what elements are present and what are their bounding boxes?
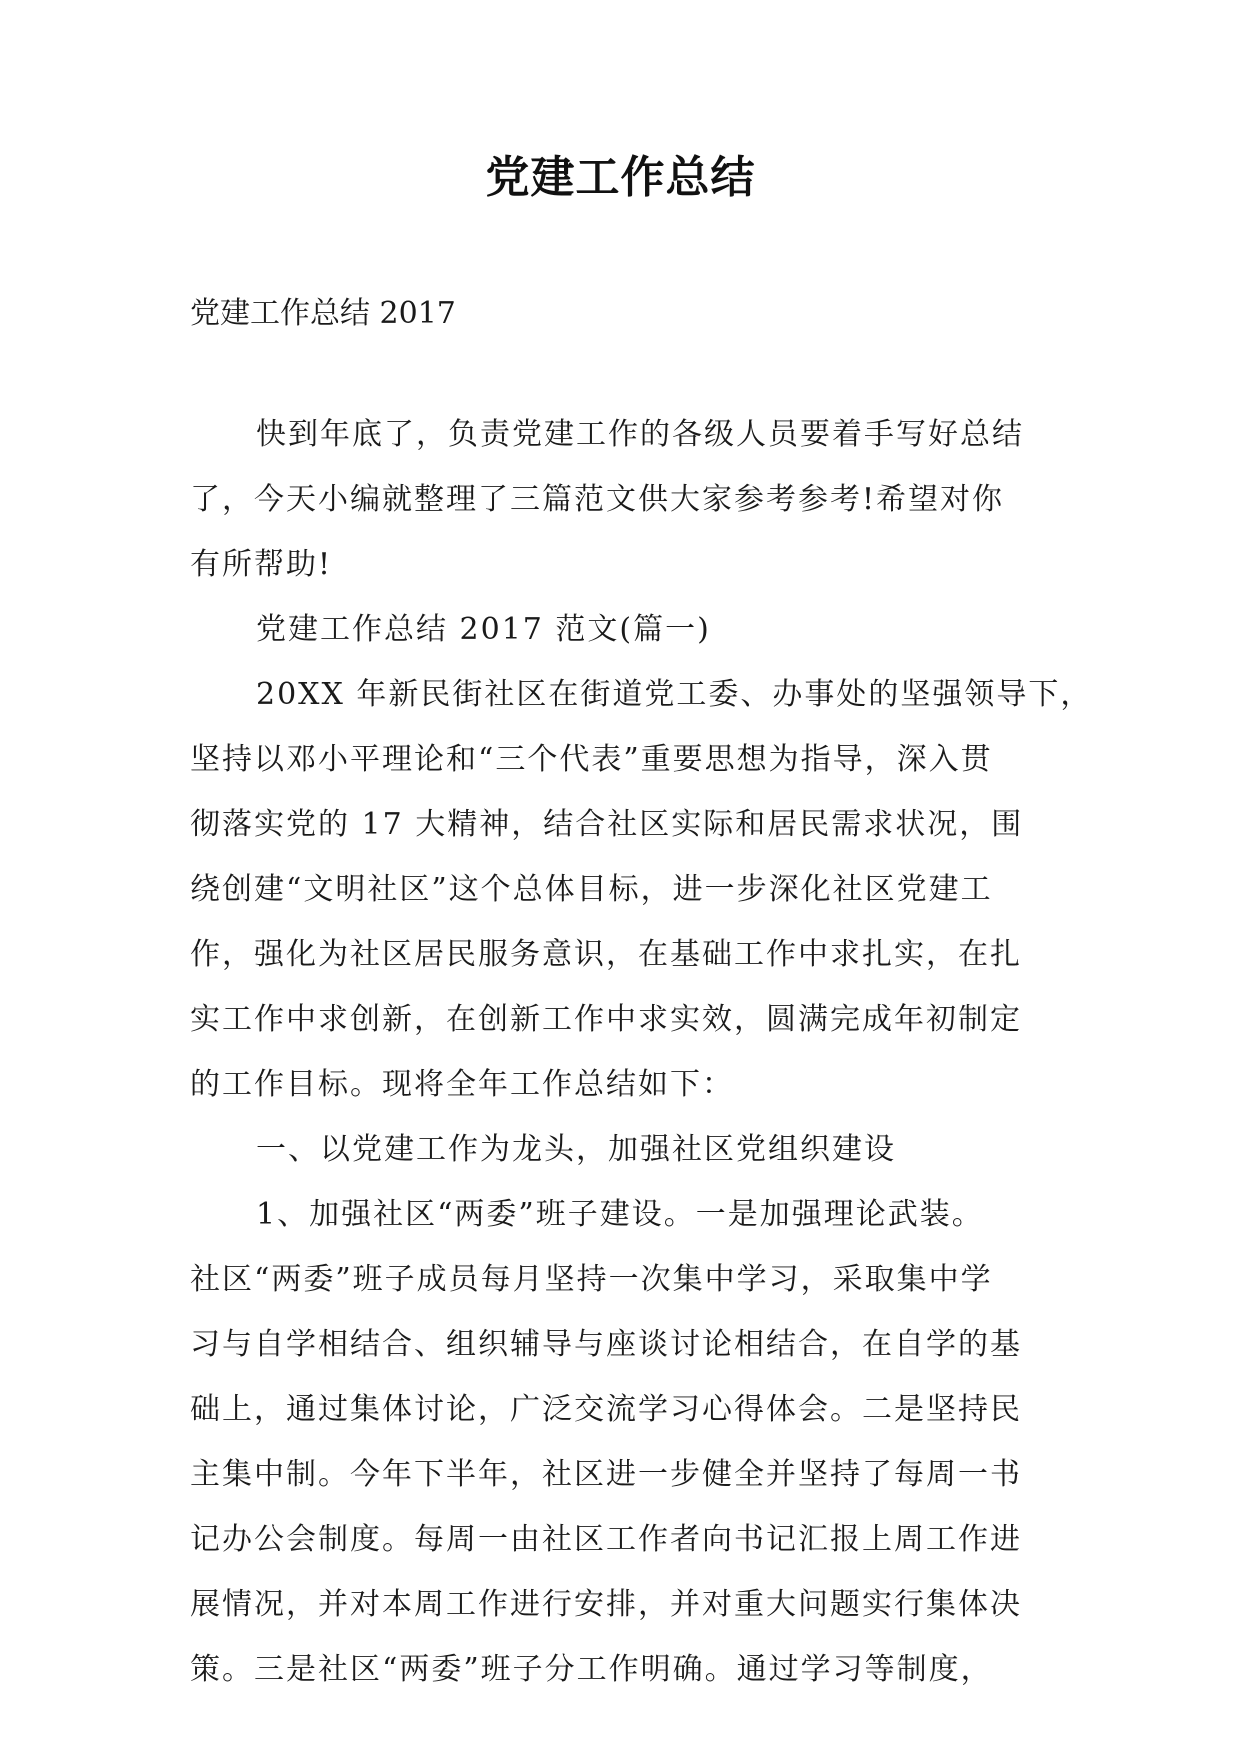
document-subtitle: 党建工作总结 2017	[190, 296, 456, 331]
text-line: 党建工作总结 2017 范文(篇一)	[256, 612, 711, 647]
text-line: 1、加强社区“两委”班子建设。一是加强理论武装。	[256, 1197, 984, 1232]
text-line: 一、以党建工作为龙头，加强社区党组织建设	[256, 1132, 896, 1167]
text-line: 习与自学相结合、组织辅导与座谈讨论相结合，在自学的基	[190, 1327, 1022, 1362]
text-line: 快到年底了，负责党建工作的各级人员要着手写好总结	[256, 417, 1024, 452]
document-title: 党建工作总结	[485, 152, 756, 203]
text-line: 社区“两委”班子成员每月坚持一次集中学习，采取集中学	[190, 1262, 993, 1297]
text-line: 作，强化为社区居民服务意识，在基础工作中求扎实，在扎	[190, 937, 1022, 972]
text-line: 坚持以邓小平理论和“三个代表”重要思想为指导，深入贯	[190, 742, 993, 777]
text-line: 20XX 年新民街社区在街道党工委、办事处的坚强领导下，	[256, 677, 1093, 712]
text-line: 实工作中求创新，在创新工作中求实效，圆满完成年初制定	[190, 1002, 1022, 1037]
document-body	[190, 402, 1093, 1702]
text-line: 主集中制。今年下半年，社区进一步健全并坚持了每周一书	[190, 1457, 1022, 1492]
text-line: 策。三是社区“两委”班子分工作明确。通过学习等制度，	[190, 1652, 993, 1687]
text-line: 有所帮助!	[190, 547, 333, 582]
text-line: 础上，通过集体讨论，广泛交流学习心得体会。二是坚持民	[190, 1392, 1022, 1427]
text-line: 绕创建“文明社区”这个总体目标，进一步深化社区党建工	[190, 872, 993, 907]
text-line: 了，今天小编就整理了三篇范文供大家参考参考!希望对你	[190, 482, 1005, 517]
text-line: 的工作目标。现将全年工作总结如下：	[190, 1067, 734, 1102]
text-line: 展情况，并对本周工作进行安排，并对重大问题实行集体决	[190, 1587, 1022, 1622]
text-line: 彻落实党的 17 大精神，结合社区实际和居民需求状况，围	[190, 807, 1024, 842]
text-line: 记办公会制度。每周一由社区工作者向书记汇报上周工作进	[190, 1522, 1022, 1557]
